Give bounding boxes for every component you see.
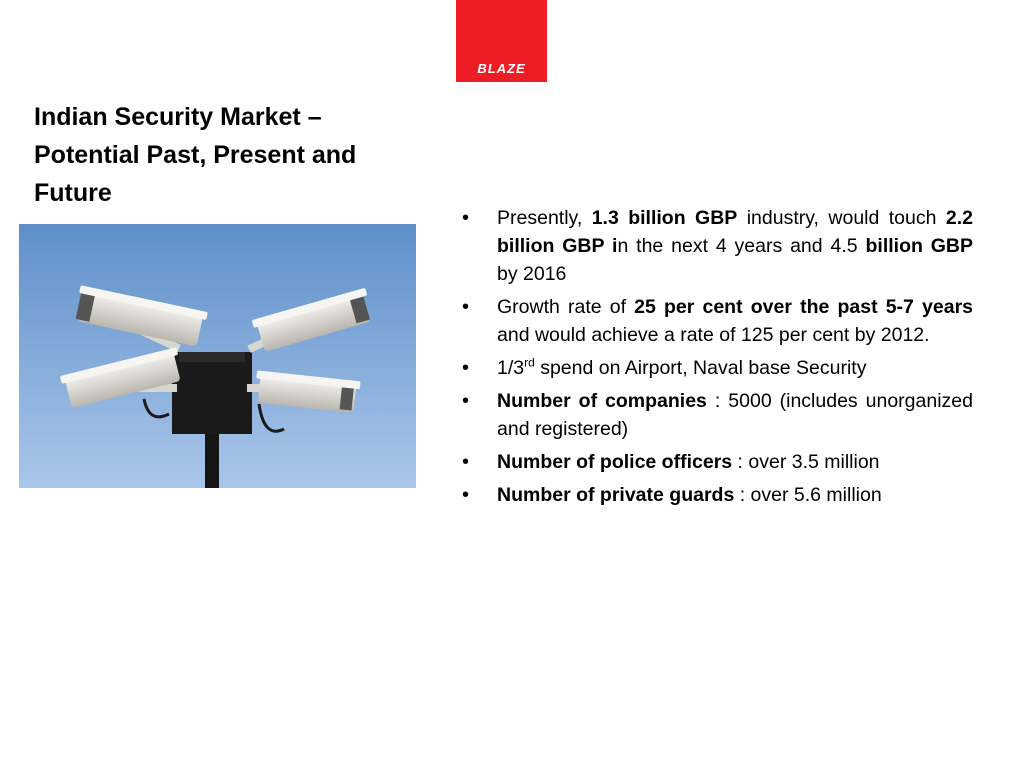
- bullet-dot: •: [462, 357, 470, 379]
- bullet-dot: •: [462, 207, 470, 229]
- bullet-dot: •: [462, 390, 470, 412]
- bullet-text: by 2016: [497, 263, 567, 285]
- bullet-guards: [462, 481, 973, 509]
- bullet-dot: •: [462, 296, 470, 318]
- bullet-text: 1/3: [497, 357, 525, 379]
- slide-title: Indian Security Market – Potential Past, Present and Future: [34, 103, 357, 207]
- bullet-spend: [462, 354, 973, 382]
- bullet-text: : over 5.6 million: [739, 484, 882, 506]
- bullet-companies: [462, 387, 973, 443]
- bullet-growth-rate: [462, 293, 973, 349]
- bullet-bold: Number of police officers: [497, 451, 733, 473]
- bullet-dot: •: [462, 451, 470, 473]
- blaze-logo: [456, 0, 547, 82]
- bullet-text: Growth rate of: [497, 296, 627, 318]
- bullet-bold: 2.2 billion GBP i: [497, 207, 973, 257]
- bullet-text: n the next 4 years and 4.5: [617, 235, 858, 257]
- bullet-list: [462, 204, 973, 514]
- bullet-text: industry, would touch: [746, 207, 937, 229]
- bullet-dot: •: [462, 484, 470, 506]
- bullet-text: spend on Airport, Naval base Security: [540, 357, 867, 379]
- bullet-bold: Number of private guards: [497, 484, 735, 506]
- logo-text: BLAZE: [477, 61, 526, 76]
- bullet-bold: 1.3 billion GBP: [591, 207, 738, 229]
- bullet-text: and would achieve a rate of 125 per cent by 2012.: [497, 324, 930, 346]
- security-cameras-photo: [19, 224, 416, 488]
- bullet-police: [462, 448, 973, 476]
- bullet-bold: Number of companies: [497, 390, 707, 412]
- bullet-market-size: [462, 204, 973, 288]
- bullet-text: : over 3.5 million: [737, 451, 880, 473]
- bullet-text: : 5000 (includes unorganized and registered): [497, 390, 973, 440]
- bullet-bold: 25 per cent over the past 5-7 years: [634, 296, 973, 318]
- bullet-superscript: rd: [524, 355, 535, 370]
- bullet-bold: billion GBP: [865, 235, 974, 257]
- bullet-text: Presently,: [497, 207, 583, 229]
